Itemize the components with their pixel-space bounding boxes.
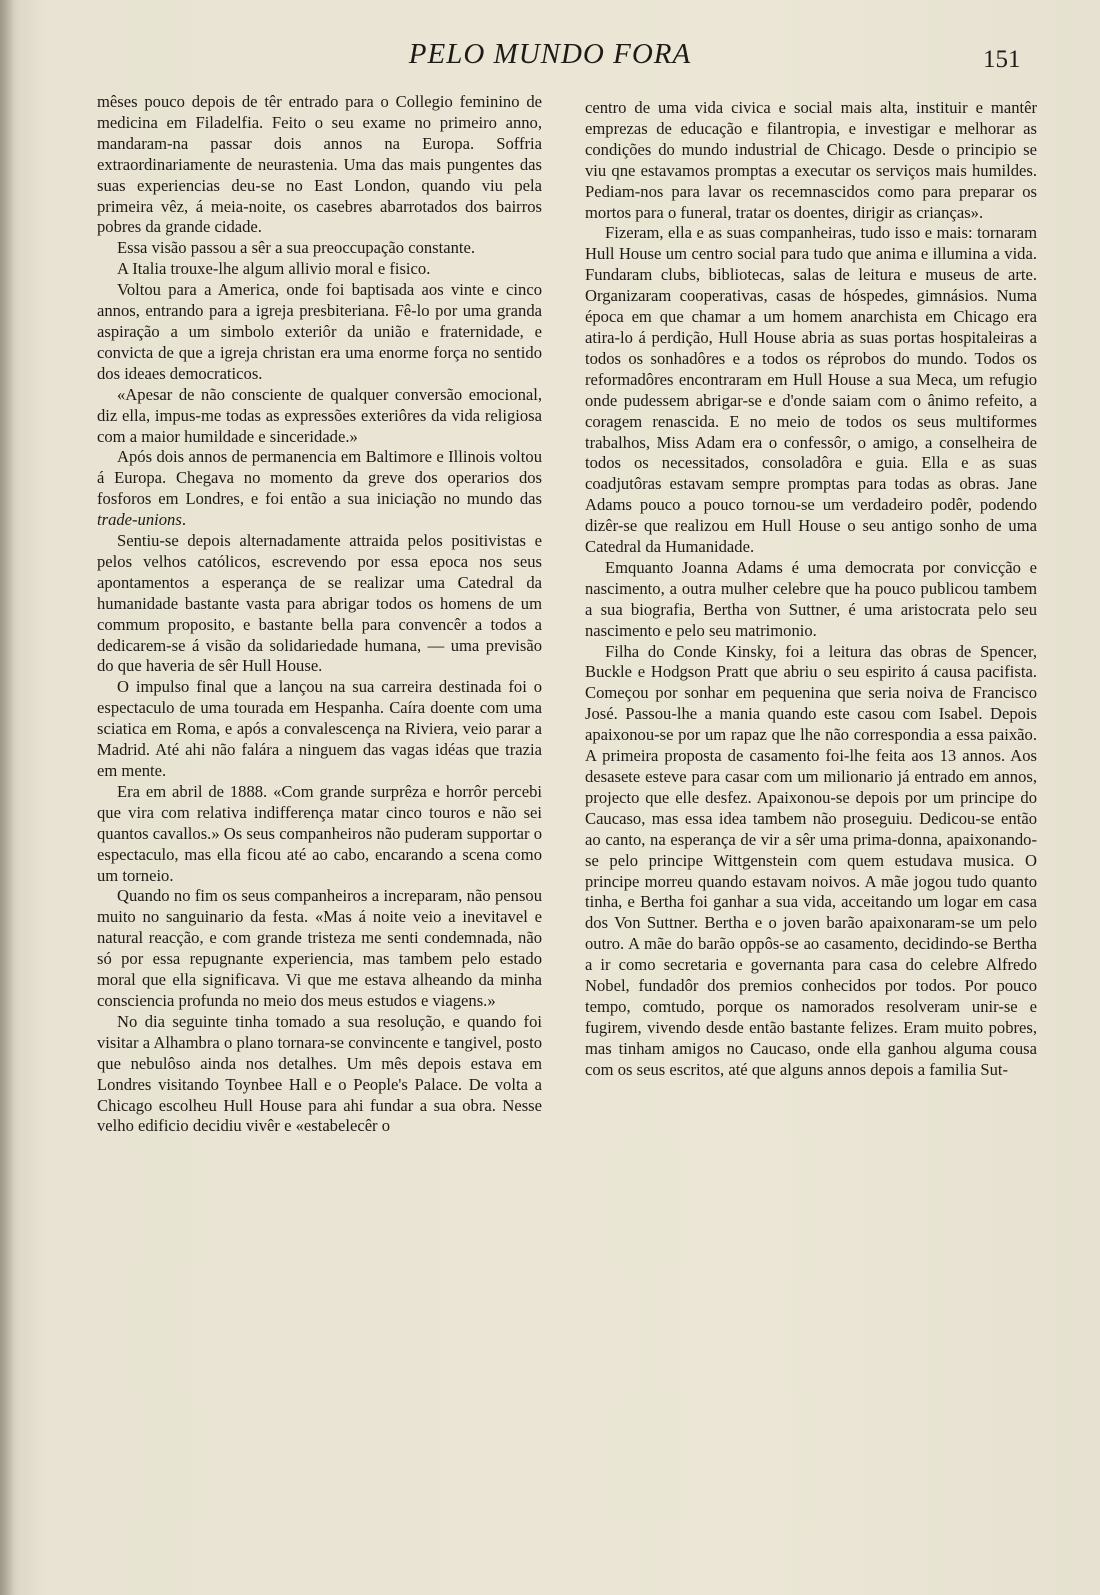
- paragraph: Voltou para a America, onde foi baptisada aos vinte e cinco annos, entrando para a igreja presbiteriana. Fê-lo por uma granda aspiração a um simbolo exteriôr da união e fraternidade, e convicta de que a igreja christan era uma enorme força no sentido dos ideaes democraticos.: [97, 280, 542, 383]
- paragraph: Após dois annos de permanencia em Baltimore e Illinois voltou á Europa. Chegava no momento da greve dos operarios dos fosforos em Londres, e foi então a sua iniciação no mundo das trade-unions.: [97, 447, 542, 530]
- paragraph: Quando no fim os seus companheiros a increparam, não pensou muito no sanguinario da festa. «Mas á noite veio a inevitavel e natural reacção, e com grande tristeza me senti condemnada, não só por essa repugnante experiencia, mas tambem pelo estado moral que ella significava. Vi que me estava alheando da minha consciencia profunda no meio dos meus estudos e viagens.»: [97, 886, 542, 1010]
- paragraph: «Apesar de não consciente de qualquer conversão emocional, diz ella, impus-me todas as expressões exteriôres da vida religiosa com a maior humildade e sinceridade.»: [97, 384, 542, 446]
- paragraph: Essa visão passou a sêr a sua preoccupação constante.: [117, 238, 476, 258]
- left-column: [97, 92, 542, 1137]
- running-header: PELO MUNDO FORA: [408, 38, 692, 70]
- paragraph: Sentiu-se depois alternadamente attraida pelos positivistas e pelos velhos católicos, escrevendo por essa epoca nos seus apontamentos a esperança de se realizar uma Catedral da humanidade bastante vasta para abrigar todos os homens de um commum proposito, e bastante bella para convencêr a todos a dedicarem-se á visão da solidariedade humana, — uma previsão do que haveria de sêr Hull House.: [97, 531, 542, 676]
- paragraph: Emquanto Joanna Adams é uma democrata por convicção e nascimento, a outra mulher celebre que ha pouco publicou tambem a sua biografia, Bertha von Suttner, é uma aristocrata pelo seu nascimento e pelo seu matrimonio.: [585, 557, 1037, 640]
- paragraph: A Italia trouxe-lhe algum allivio moral e fisico.: [117, 259, 431, 279]
- paragraph: Filha do Conde Kinsky, foi a leitura das obras de Spencer, Buckle e Hodgson Pratt que abriu o seu espirito á causa pacifista. Começou por sonhar em pequenina que seria noiva de Francisco José. Passou-lhe a mania quando este casou com Isabel. Depois apaixonou-se por um rapaz que lhe não correspondia a essa paixão. A primeira proposta de casamento foi-lhe feita aos 13 annos. Aos desasete esteve para casar com um milionario já entrado em annos, projecto que elle desfez. Apaixonou-se depois por um principe do Caucaso, mas essa idea tambem não proseguiu. Dedicou-se então ao canto, na esperança de vir a sêr uma prima-donna, apaixonando-se pelo principe Wittgenstein com quem estudava musica. O principe morreu quando estavam noivos. A mãe jogou tudo quanto tinha, e Bertha foi ganhar a sua vida, acceitando um logar em casa dos Von Suttner. Bertha e o joven barão apaixonaram-se um pelo outro. A mãe do barão oppôs-se ao casamento, decidindo-se Bertha a ir como secretaria e governanta para casa do celebre Alfredo Nobel, fundadôr dos premios conhecidos por todos. Por pouco tempo, comtudo, porque os namorados resolveram unir-se e fugirem, vivendo desde então bastante felizes. Eram muito pobres, mas tinham amigos no Caucaso, onde ella ganhou alguma cousa com os seus escritos, até que alguns annos depois a familia Sut-: [585, 641, 1037, 1079]
- gutter-shadow: [0, 0, 14, 1595]
- paragraph: Era em abril de 1888. «Com grande surprêza e horrôr percebi que vira com relativa indifferença matar cinco touros e não sei quantos cavallos.» Os seus companheiros não puderam supportar o espectaculo, mas ella ficou até ao cabo, encarando a scena como um torneio.: [97, 781, 542, 885]
- paragraph: No dia seguinte tinha tomado a sua resolução, e quando foi visitar a Alhambra o plano tornara-se convincente e tangivel, posto que nebulôso ainda nos detalhes. Um mês depois estava em Londres visitando Toynbee Hall e o People's Palace. De volta a Chicago escolheu Hull House para ahi fundar a sua obra. Nesse velho edificio decidiu vivêr e «estabelecêr o: [97, 1011, 542, 1136]
- paragraph: centro de uma vida civica e social mais alta, instituir e mantêr emprezas de educação e filantropia, e investigar e melhorar as condições do mundo industrial de Chicago. Desde o principio se viu qne estavamos promptas a executar os serviços mais humildes. Pediam-nos para lavar os recemnascidos como para preparar os mortos para o funeral, tratar os doentes, dirigir as crianças».: [585, 98, 1037, 222]
- italic-term: trade-unions: [97, 510, 182, 530]
- paragraph: O impulso final que a lançou na sua carreira destinada foi o espectaculo de uma tourada em Hespanha. Caíra doente com uma sciatica em Roma, e após a convalescença na Riviera, veio parar a Madrid. Até ahi não falára a ninguem das vagas idéas que trazia em mente.: [97, 677, 542, 780]
- paragraph: Fizeram, ella e as suas companheiras, tudo isso e mais: tornaram Hull House um centro social para tudo que anima e illumina a vida. Fundaram clubs, bibliotecas, salas de leitura e museus de arte. Organizaram cooperativas, casas de hóspedes, gimnásios. Numa época em que chamar a um homem anarchista em Chicago era atira-lo á perdição, Hull House abria as suas portas hospitaleiras a todos os sonhadôres e a todos os réprobos do mundo. Todos os reformadôres encontraram em Hull House a sua Meca, um refugio onde pudessem abrigar-se e d'onde saiam com o ânimo refeito, a coragem renascida. E no meio de todos os seus multiformes trabalhos, Miss Adam era o confessôr, o amigo, a conselheira de todos os necessitados, consoladôra e guia. Ella e as suas coadjutôras estavam sempre promptas para todas as obras. Jane Adams pouco a pouco tornou-se um verdadeiro podêr, podendo dizêr-se que realizou em Hull House o seu antigo sonho de uma Catedral da Humanidade.: [585, 223, 1037, 557]
- right-column: [585, 98, 1037, 1081]
- paragraph: mêses pouco depois de têr entrado para o Collegio feminino de medicina em Filadelfia. Feito o seu exame no primeiro anno, mandaram-na passar dois annos na Europa. Soffria extraordinariamente de neurastenia. Uma das mais pungentes das suas experiencias deu-se no East London, quando viu pela primeira vêz, á meia-noite, os casebres abarrotados dos bairros pobres da grande cidade.: [97, 92, 542, 237]
- page-number: 151: [983, 46, 1021, 73]
